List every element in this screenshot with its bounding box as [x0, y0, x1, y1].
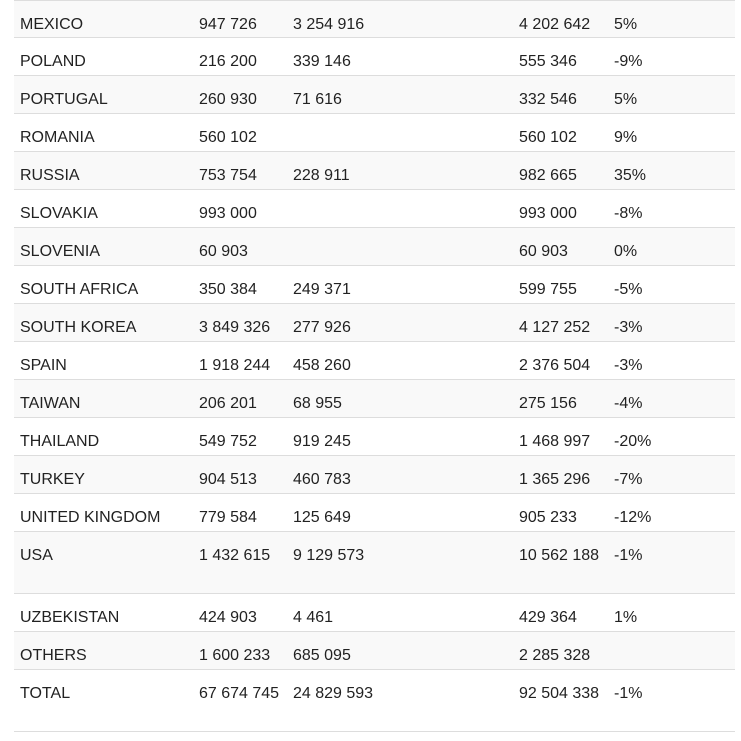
- total-value-cell: 1 468 997: [519, 433, 591, 450]
- col-2-value-cell: 1 432 615: [199, 547, 271, 564]
- col-2-value-cell: 993 000: [199, 205, 257, 222]
- col-2-value-cell: 350 384: [199, 281, 257, 298]
- change-percent-cell: -9%: [614, 53, 643, 70]
- country-cell: USA: [20, 547, 53, 564]
- table-row: [14, 76, 735, 114]
- change-percent-cell: 5%: [614, 16, 638, 33]
- change-percent-cell: -12%: [614, 509, 652, 526]
- change-percent-cell: 35%: [614, 167, 647, 184]
- total-value-cell: 905 233: [519, 509, 577, 526]
- total-value-cell: 1 365 296: [519, 471, 591, 488]
- col-2-value-cell: 549 752: [199, 433, 257, 450]
- total-value-cell: 92 504 338: [519, 685, 600, 702]
- table-row: [14, 418, 735, 456]
- table-row: [14, 114, 735, 152]
- col-3-value-cell: 249 371: [293, 281, 351, 298]
- change-percent-cell: -20%: [614, 433, 652, 450]
- total-value-cell: 560 102: [519, 129, 577, 146]
- col-2-value-cell: 1 918 244: [199, 357, 271, 374]
- col-2-value-cell: 560 102: [199, 129, 257, 146]
- production-table: [14, 0, 735, 732]
- table-row: [14, 532, 735, 594]
- table-row: [14, 380, 735, 418]
- table-row: [14, 456, 735, 494]
- country-cell: RUSSIA: [20, 167, 80, 184]
- col-2-value-cell: 947 726: [199, 16, 257, 33]
- table-row: [14, 632, 735, 670]
- country-cell: UNITED KINGDOM: [20, 509, 161, 526]
- total-value-cell: 599 755: [519, 281, 577, 298]
- country-cell: TURKEY: [20, 471, 85, 488]
- change-percent-cell: -1%: [614, 685, 643, 702]
- total-value-cell: 982 665: [519, 167, 577, 184]
- total-value-cell: 2 376 504: [519, 357, 591, 374]
- total-value-cell: 60 903: [519, 243, 568, 260]
- total-value-cell: 332 546: [519, 91, 577, 108]
- col-2-value-cell: 206 201: [199, 395, 257, 412]
- col-2-value-cell: 216 200: [199, 53, 257, 70]
- country-cell: SLOVENIA: [20, 243, 101, 260]
- total-value-cell: 10 562 188: [519, 547, 600, 564]
- col-3-value-cell: 460 783: [293, 471, 351, 488]
- country-cell: SOUTH AFRICA: [20, 281, 139, 298]
- total-value-cell: 4 127 252: [519, 319, 591, 336]
- col-2-value-cell: 779 584: [199, 509, 257, 526]
- change-percent-cell: -8%: [614, 205, 643, 222]
- country-cell: ROMANIA: [20, 129, 95, 146]
- total-value-cell: 429 364: [519, 609, 577, 626]
- table-row: [14, 152, 735, 190]
- total-value-cell: 275 156: [519, 395, 577, 412]
- col-3-value-cell: 4 461: [293, 609, 334, 626]
- col-2-value-cell: 260 930: [199, 91, 257, 108]
- table-row: [14, 0, 735, 38]
- total-value-cell: 2 285 328: [519, 647, 591, 664]
- col-3-value-cell: 24 829 593: [293, 685, 374, 702]
- col-2-value-cell: 60 903: [199, 243, 248, 260]
- col-3-value-cell: 125 649: [293, 509, 351, 526]
- country-cell: MEXICO: [20, 16, 84, 33]
- change-percent-cell: -4%: [614, 395, 643, 412]
- country-cell: PORTUGAL: [20, 91, 108, 108]
- country-cell: TOTAL: [20, 685, 71, 702]
- table-row: [14, 190, 735, 228]
- col-2-value-cell: 3 849 326: [199, 319, 271, 336]
- table-row: [14, 494, 735, 532]
- col-3-value-cell: 919 245: [293, 433, 351, 450]
- table-row: [14, 266, 735, 304]
- col-2-value-cell: 67 674 745: [199, 685, 280, 702]
- country-cell: SLOVAKIA: [20, 205, 98, 222]
- col-2-value-cell: 753 754: [199, 167, 257, 184]
- col-3-value-cell: 339 146: [293, 53, 351, 70]
- country-cell: UZBEKISTAN: [20, 609, 120, 626]
- col-3-value-cell: 71 616: [293, 91, 342, 108]
- country-cell: SPAIN: [20, 357, 67, 374]
- change-percent-cell: 0%: [614, 243, 638, 260]
- total-value-cell: 993 000: [519, 205, 577, 222]
- change-percent-cell: 1%: [614, 609, 638, 626]
- col-3-value-cell: 228 911: [293, 167, 350, 184]
- total-value-cell: 4 202 642: [519, 16, 591, 33]
- col-2-value-cell: 1 600 233: [199, 647, 271, 664]
- table-row: [14, 228, 735, 266]
- col-3-value-cell: 3 254 916: [293, 16, 365, 33]
- table-row: [14, 670, 735, 732]
- col-3-value-cell: 9 129 573: [293, 547, 365, 564]
- country-cell: OTHERS: [20, 647, 87, 664]
- change-percent-cell: -7%: [614, 471, 643, 488]
- col-3-value-cell: 277 926: [293, 319, 351, 336]
- col-3-value-cell: 458 260: [293, 357, 351, 374]
- col-3-value-cell: 685 095: [293, 647, 351, 664]
- change-percent-cell: 5%: [614, 91, 638, 108]
- change-percent-cell: -1%: [614, 547, 643, 564]
- change-percent-cell: -3%: [614, 357, 643, 374]
- country-cell: SOUTH KOREA: [20, 319, 137, 336]
- country-cell: THAILAND: [20, 433, 100, 450]
- table-row: [14, 342, 735, 380]
- change-percent-cell: -5%: [614, 281, 643, 298]
- col-2-value-cell: 424 903: [199, 609, 257, 626]
- country-cell: POLAND: [20, 53, 86, 70]
- table-row: [14, 594, 735, 632]
- change-percent-cell: 9%: [614, 129, 638, 146]
- change-percent-cell: -3%: [614, 319, 643, 336]
- table-row: [14, 38, 735, 76]
- table-row: [14, 304, 735, 342]
- total-value-cell: 555 346: [519, 53, 577, 70]
- col-3-value-cell: 68 955: [293, 395, 342, 412]
- col-2-value-cell: 904 513: [199, 471, 257, 488]
- country-cell: TAIWAN: [20, 395, 81, 412]
